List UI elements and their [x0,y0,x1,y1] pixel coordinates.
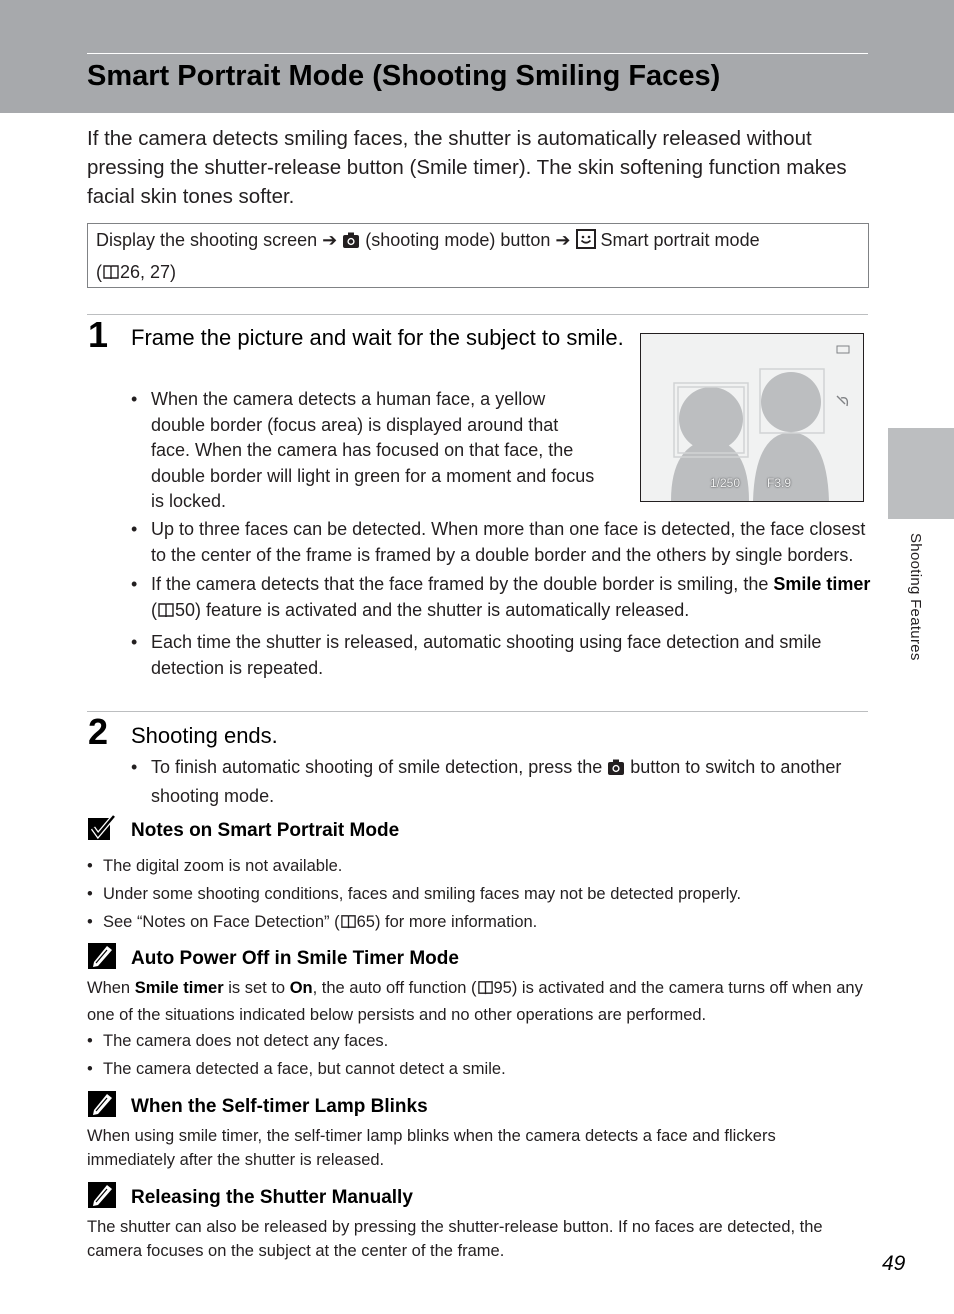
header-bar [0,0,954,113]
nav-part2: (shooting mode) button [365,230,551,250]
page-number: 49 [882,1252,906,1275]
text: 65) for more information. [356,913,538,931]
manual-release-heading [87,1181,413,1214]
step1-divider [87,314,868,315]
auto-power-heading [87,942,459,975]
nav-ref-open: ( [96,262,102,282]
nav-ref: 26, 27) [120,262,177,282]
list-item [87,908,867,939]
text: button to switch to another shooting mode. [151,757,842,806]
chapter-label: Shooting Features [907,533,924,661]
step1-number: 1 [88,314,109,355]
book-ref-icon [102,261,120,290]
list-item: • Each time the shutter is released, automatic shooting using face detection and smile detection is repeated. [131,630,871,681]
self-timer-paragraph: When using smile timer, the self-timer lamp blinks when the camera detects a face and flickers immediately after the shutter is released. [87,1127,776,1169]
notes-heading [87,814,399,847]
list-item: • Up to three faces can be detected. When more than one face is detected, the face closest to the center of the frame is framed by a double border and the others by single borders. [131,517,871,568]
self-timer-heading [87,1090,428,1123]
check-note-icon [87,814,117,847]
step2-divider [87,711,868,712]
step1-bullets-top [131,387,601,519]
arrow-icon: ➔ [322,230,338,250]
auto-power-list [87,1027,867,1083]
smile-timer-term: Smile timer [773,574,871,594]
text: is set to [223,979,290,997]
text: See “Notes on Face Detection” ( [103,913,340,931]
chapter-tab [888,428,954,519]
on-term: On [289,979,313,997]
manual-release-paragraph: The shutter can also be released by pressing the shutter-release button. If no faces are detected, the camera focuses on the subject at the center of the frame. [87,1218,823,1260]
camera-icon [342,229,360,258]
book-ref-icon [340,911,357,939]
smile-mode-icon [576,229,596,258]
text: 95) is activated and the camera turns off when any one of the situations indicated below persists and no other operations are performed. [87,979,863,1024]
book-ref-icon [477,979,494,1004]
text: 50) feature is activated and the shutter is automatically released. [175,599,690,620]
text: When [87,979,135,997]
intro-paragraph: If the camera detects smiling faces, the shutter is automatically released without pressing the shutter-release button (Smile timer). The skin softening function makes facial skin tones softer. [87,127,847,208]
text: If the camera detects that the face framed by the double border is smiling, the [151,574,774,594]
smile-timer-term: Smile timer [134,979,224,997]
text: , the auto off function ( [312,979,477,997]
pencil-note-icon [87,1090,117,1123]
self-timer-title: When the Self-timer Lamp Blinks [131,1095,428,1117]
book-ref-icon [157,601,175,627]
step2-bullets [131,755,861,813]
camera-screen-illustration [640,333,864,502]
auto-power-title: Auto Power Off in Smile Timer Mode [131,947,459,969]
page-title: Smart Portrait Mode (Shooting Smiling Faces) [87,60,721,92]
camera-icon [607,758,625,784]
step2-title: Shooting ends. [131,723,278,748]
list-item [131,572,871,626]
auto-power-paragraph [87,977,867,1027]
notes-list [87,852,867,939]
step1-title: Frame the picture and wait for the subject to smile. [131,325,624,350]
notes-title: Notes on Smart Portrait Mode [131,819,400,841]
pencil-note-icon [87,1181,117,1214]
shutter-speed-readout: 1/250 [710,476,741,490]
nav-part1: Display the shooting screen [96,230,318,250]
nav-part3: Smart portrait mode [600,230,760,250]
list-item [131,755,861,809]
step2-number: 2 [88,711,109,752]
list-item: • When the camera detects a human face, a yellow double border (focus area) is displayed around that face. When the camera has focused on that face, the double border will light in green for a moment and focus is locked. [131,387,601,515]
camera-screen-graphic [641,334,863,501]
pencil-note-icon [87,942,117,975]
navigation-box [87,223,869,288]
list-item: • The digital zoom is not available. [87,852,867,880]
header-rule [87,53,868,54]
text: ( [151,599,157,620]
text: To finish automatic shooting of smile detection, press the [151,757,608,777]
manual-release-title: Releasing the Shutter Manually [131,1186,413,1208]
list-item: • The camera detected a face, but cannot detect a smile. [87,1055,867,1083]
step1-bullets-bottom [131,517,871,685]
aperture-readout: F3.9 [767,476,792,490]
list-item: • The camera does not detect any faces. [87,1027,867,1055]
list-item: • Under some shooting conditions, faces and smiling faces may not be detected properly. [87,880,867,908]
arrow-icon: ➔ [555,230,571,250]
